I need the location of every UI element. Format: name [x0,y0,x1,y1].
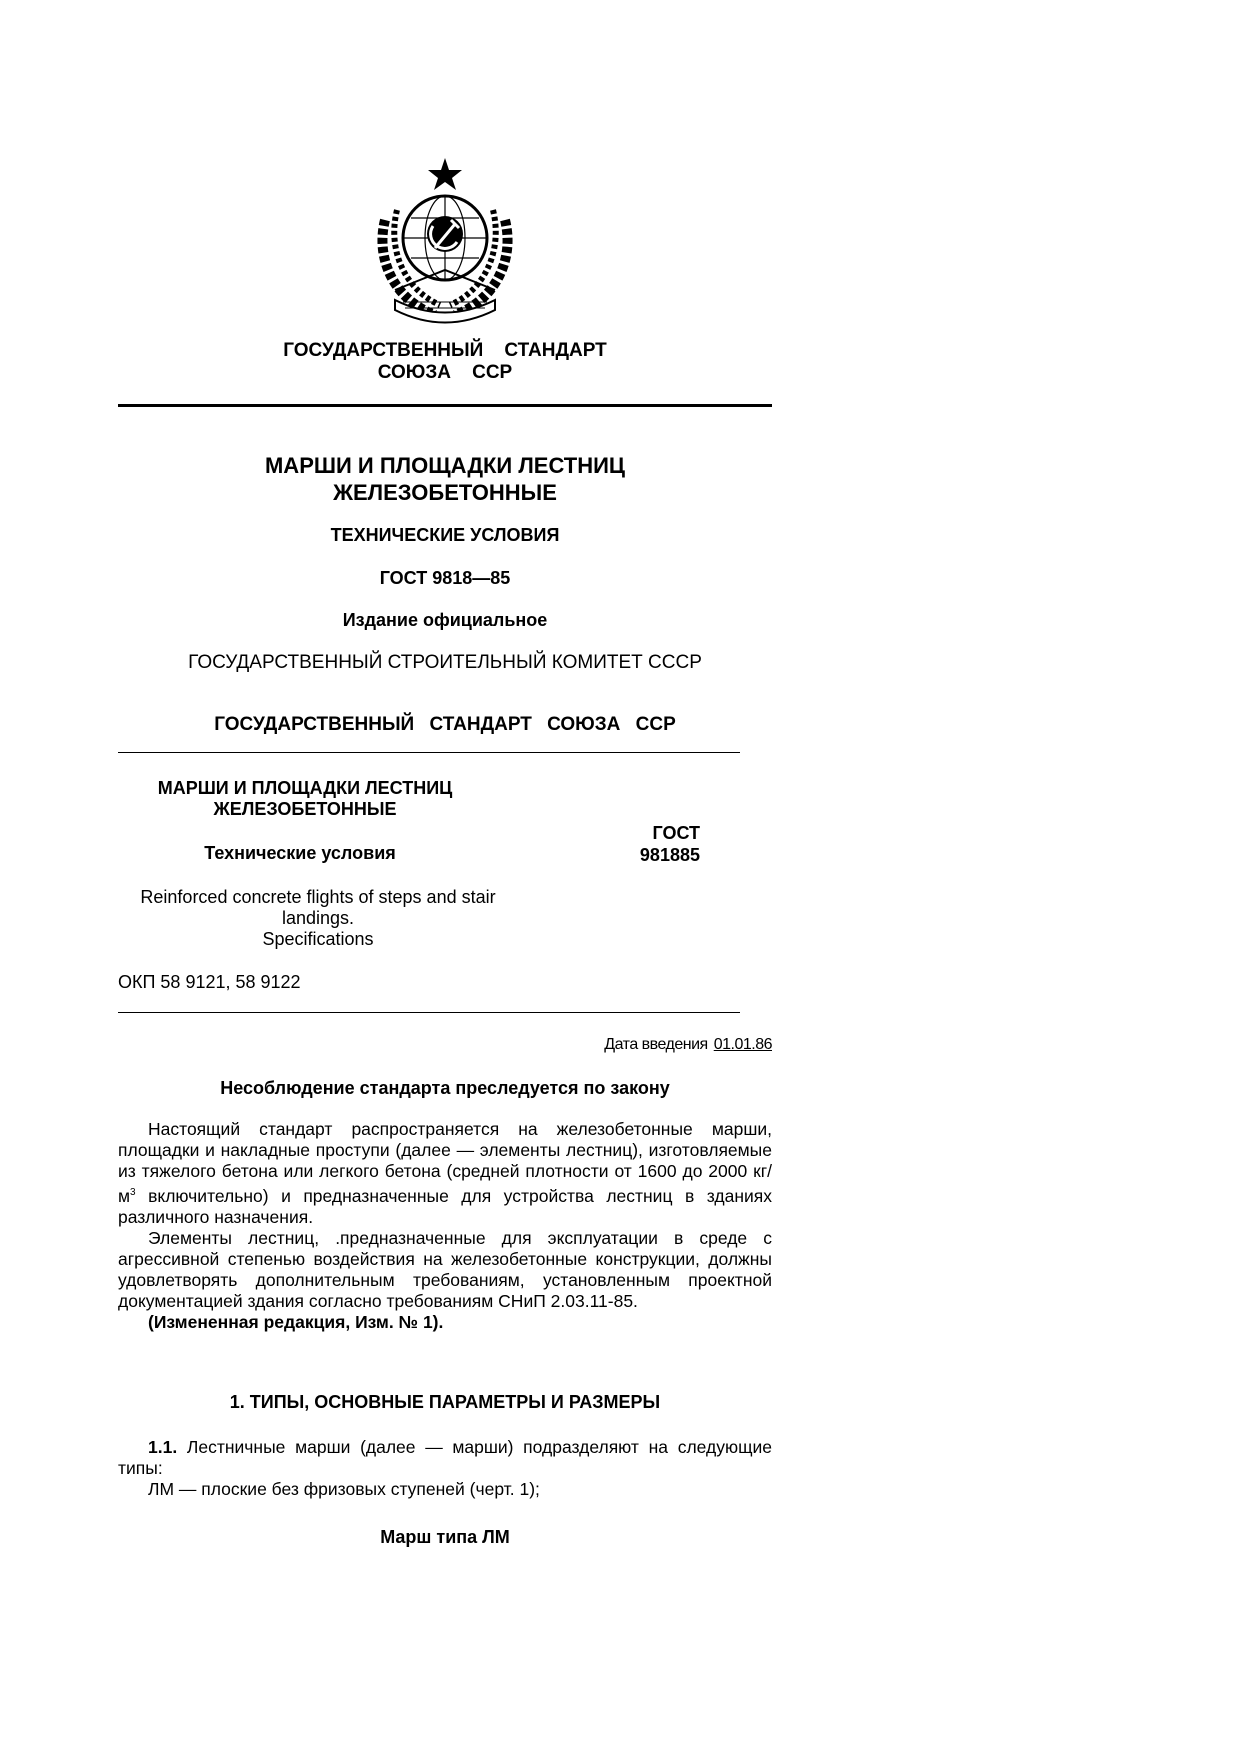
intro-p1-part1: Настоящий стандарт распространяется на железобетонные марши, площадки и накладные проступи (далее — элементы лестниц), изготовляемые из тяжелого бетона или легкого бетона (средней плотности от 1600 до 2000 кг/м [118,1119,772,1206]
intro-text [118,1119,772,1333]
clause-1-1 [118,1437,772,1479]
standard-block-title-line2: ЖЕЛЕЗОБЕТОННЫЕ [213,799,397,819]
amendment-note: (Измененная редакция, Изм. № 1). [148,1311,444,1332]
document-title [120,452,770,506]
document-title-line2: ЖЕЛЕЗОБЕТОННЫЕ [333,480,557,505]
ussr-emblem-icon [355,150,535,330]
standard-block-heading: ГОСУДАРСТВЕННЫЙ СТАНДАРТ СОЮЗА ССР [214,714,676,735]
intro-paragraph-2: Элементы лестниц, .предназначенные для эксплуатации в среде с агрессивной степенью воздействия на железобетонные конструкции, должны удовлетворять дополнительным требованиям, установленным проектной документацией здания согласно требованиям СНиП 2.03.11-85. [118,1227,772,1311]
intro-paragraph-1 [118,1119,772,1228]
legal-warning: Несоблюдение стандарта преследуется по закону [220,1078,670,1098]
gost-box-number: 981885 [639,845,700,865]
edition-label: Издание официальное [342,610,548,630]
committee-name: ГОСУДАРСТВЕННЫЙ СТРОИТЕЛЬНЫЙ КОМИТЕТ СССР [188,652,702,673]
header-divider [118,404,772,407]
standard-block-title-line1: МАРШИ И ПЛОЩАДКИ ЛЕСТНИЦ [157,778,453,798]
standard-block-bottom-rule [118,1012,740,1013]
standard-header-line1: ГОСУДАРСТВЕННЫЙ СТАНДАРТ [283,340,607,361]
date-value: 01.01.86 [713,1036,772,1053]
intro-p1-part2: включительно) и предназначенные для устройства лестниц в зданиях различного назначения. [118,1185,772,1227]
english-title-line3: Specifications [262,929,374,949]
standard-header [120,340,770,384]
gost-number: ГОСТ 9818—85 [379,568,511,588]
clause-1-1-text: Лестничные марши (далее — марши) подразделяют на следующие типы: [118,1437,772,1478]
tech-conditions-label: Технические условия [204,843,396,863]
standard-header-line2: СОЮЗА ССР [377,362,513,383]
clause-1-1-number: 1.1. [148,1437,178,1457]
date-label: Дата введения [604,1036,708,1053]
english-title-line2: landings. [281,908,355,928]
section-1-heading: 1. ТИПЫ, ОСНОВНЫЕ ПАРАМЕТРЫ И РАЗМЕРЫ [229,1392,661,1412]
gost-box-label: ГОСТ [652,823,700,843]
okp-codes: ОКП 58 9121, 58 9122 [118,972,301,992]
type-lm-item: ЛМ — плоские без фризовых ступеней (черт. 1); [148,1479,540,1499]
english-title [118,887,518,950]
document-subtitle: ТЕХНИЧЕСКИЕ УСЛОВИЯ [330,525,560,545]
document-title-line1: МАРШИ И ПЛОЩАДКИ ЛЕСТНИЦ [264,453,625,478]
section-1-text [118,1437,772,1500]
gost-box [595,822,700,866]
standard-block-top-rule [118,752,740,753]
english-title-line1: Reinforced concrete flights of steps and stair [140,887,496,907]
figure-caption: Марш типа ЛМ [380,1527,510,1547]
intro-p1-superscript: 3 [130,1187,136,1198]
standard-block-title [130,778,480,820]
introduction-date [470,1036,772,1054]
